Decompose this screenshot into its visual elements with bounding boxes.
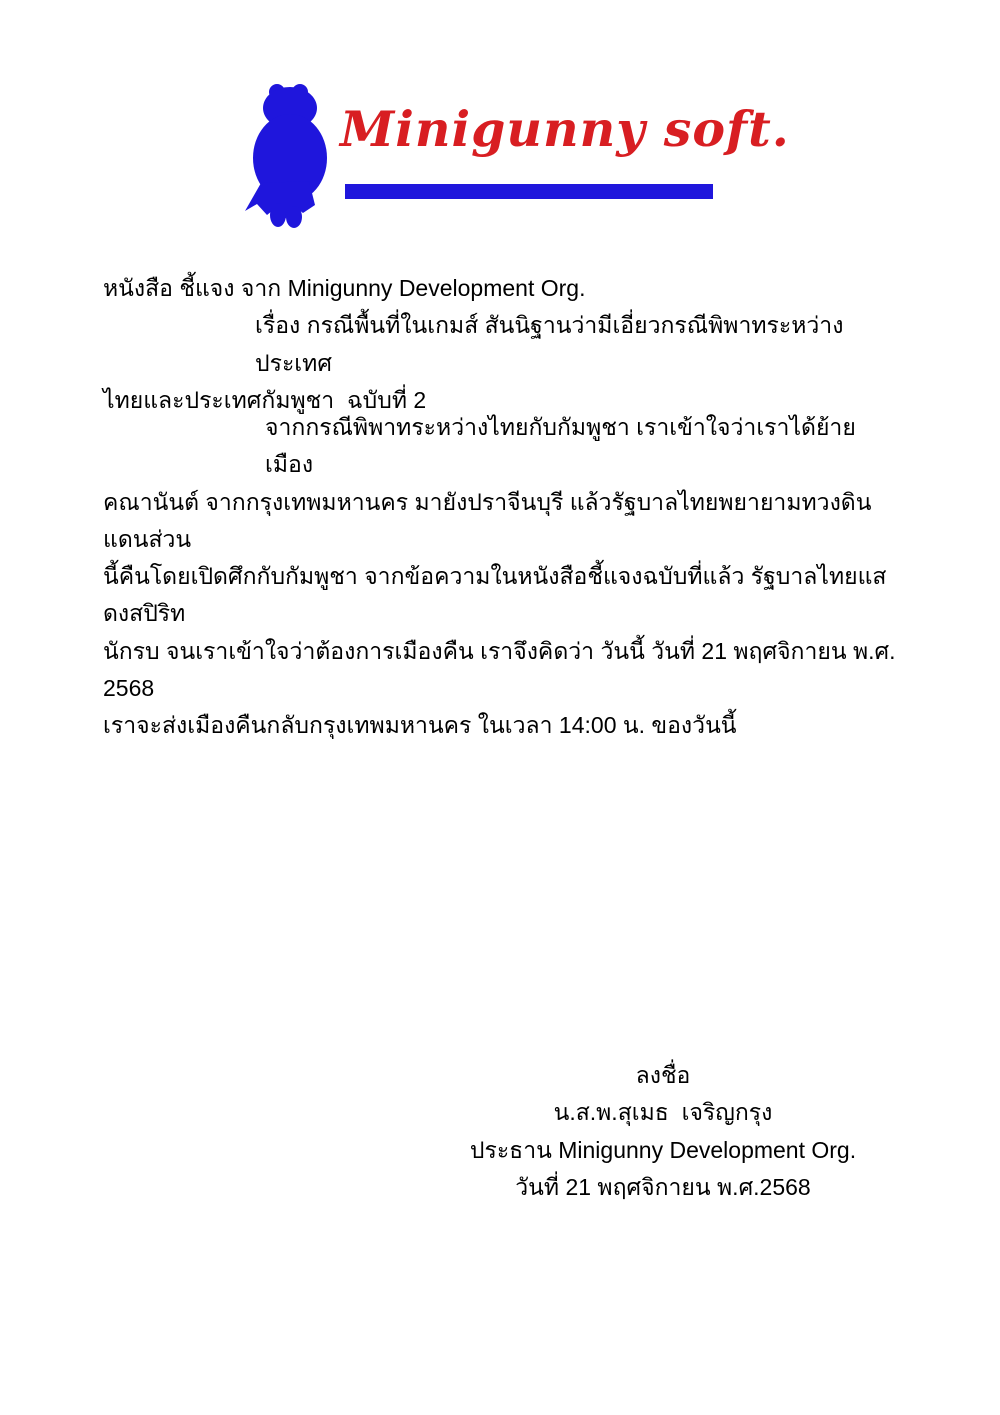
body-line-2: คณานันต์ จากกรุงเทพมหานคร มายังปราจีนบุรี แล้วรัฐบาลไทยพยายามทวงดินแดนส่วน (103, 488, 872, 552)
body-line-1: จากกรณีพิพาทระหว่างไทยกับกัมพูชา เราเข้าใจว่าเราได้ย้ายเมือง (265, 414, 856, 478)
body-line-5: เราจะส่งเมืองคืนกลับกรุงเทพมหานคร ในเวลา 14:00 น. ของวันนี้ (103, 712, 737, 739)
letter-header (103, 270, 898, 419)
mascot-icon (237, 83, 333, 229)
header-line-2: เรื่อง กรณีพื้นที่ในเกมส์ สันนิฐานว่ามีเอี่ยวกรณีพิพาทระหว่างประเทศ (255, 312, 844, 376)
brand-wordmark: Minigunny soft. (340, 100, 790, 158)
signature-name: น.ส.พ.สุเมธ เจริญกรุง (553, 1099, 773, 1126)
signature-block (463, 1057, 863, 1206)
body-line-4: นักรบ จนเราเข้าใจว่าต้องการเมืองคืน เราจึงคิดว่า วันนี้ วันที่ 21 พฤศจิกายน พ.ศ. 2568 (103, 637, 902, 702)
body-line-3: นี้คืนโดยเปิดศึกกับกัมพูชา จากข้อความในหนังสือชี้แจงฉบับที่แล้ว รัฐบาลไทยแสดงสปิริท (103, 563, 887, 627)
header-line-1: หนังสือ ชี้แจง จาก Minigunny Development Org. (103, 275, 586, 301)
brand-underline-bar (345, 184, 713, 199)
signature-label: ลงชื่อ (635, 1062, 691, 1088)
letter-body (103, 409, 903, 745)
signature-date: วันที่ 21 พฤศจิกายน พ.ศ.2568 (515, 1173, 811, 1200)
header-line-3: ไทยและประเทศกัมพูชา ฉบับที่ 2 (103, 386, 427, 413)
signature-title: ประธาน Minigunny Development Org. (469, 1136, 857, 1163)
